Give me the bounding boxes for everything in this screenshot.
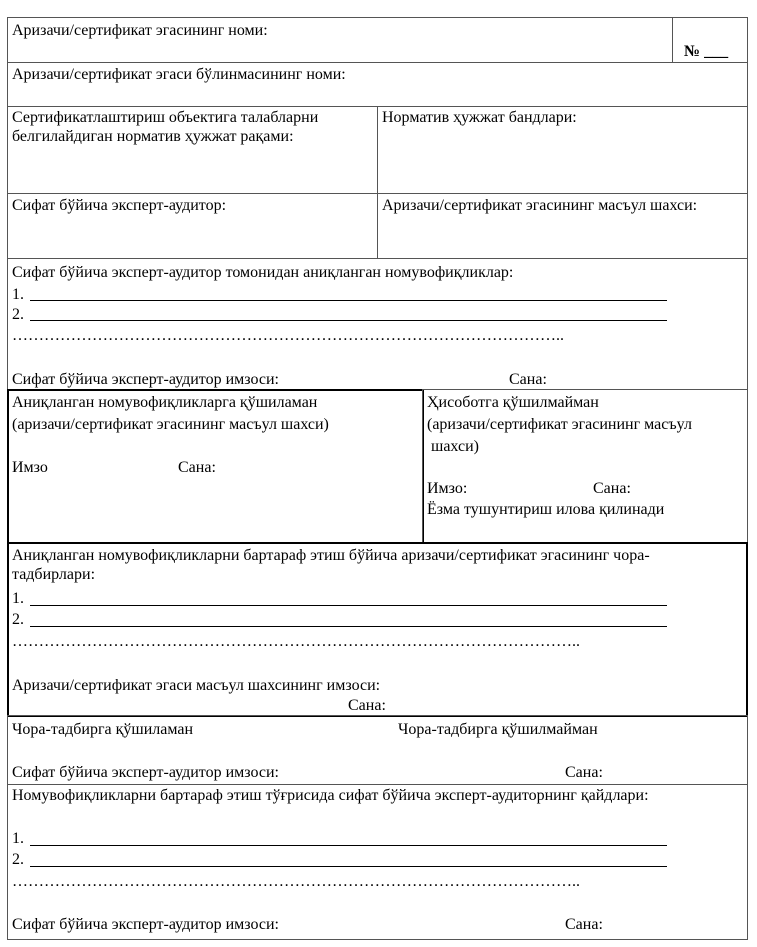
disagree-line-1: Ҳисоботга қўшилмайман bbox=[427, 394, 599, 411]
auditor-date-label: Сана: bbox=[509, 371, 547, 388]
agree-line-2: (аризачи/сертификат эгасининг масъул шахси) bbox=[12, 416, 329, 433]
measure-item-1: 1. bbox=[12, 590, 24, 607]
nonconformity-item-1: 1. bbox=[12, 286, 24, 303]
auditor-signature-label: Сифат бўйича эксперт-аудитор имзоси: bbox=[12, 371, 279, 388]
disagree-signature-label: Имзо: bbox=[427, 480, 468, 497]
agree-signature-label: Имзо bbox=[12, 459, 48, 476]
auditor-date-label-2: Сана: bbox=[565, 764, 603, 781]
disagree-report-cell bbox=[422, 389, 748, 544]
responsible-person-label: Аризачи/сертификат эгасининг масъул шахси: bbox=[382, 197, 698, 214]
form-number-label: № ___ bbox=[684, 43, 729, 60]
nonconformity-item-2: 2. bbox=[12, 306, 24, 323]
note-line-1 bbox=[30, 845, 667, 846]
nonconformity-dots: ………………………………………………………………………………………….. bbox=[12, 327, 564, 344]
applicant-name-label: Аризачи/сертификат эгасининг номи: bbox=[12, 22, 268, 39]
measure-line-2 bbox=[30, 626, 667, 627]
agree-date-label: Сана: bbox=[178, 459, 216, 476]
disagree-date-label: Сана: bbox=[593, 480, 631, 497]
note-dots: …………………………………………………………………………………………….. bbox=[12, 873, 580, 890]
written-explanation-label: Ёзма тушунтириш илова қилинади bbox=[427, 501, 665, 518]
nonconformity-line-2 bbox=[30, 320, 667, 321]
agree-measures-label: Чора-тадбирга қўшиламан bbox=[12, 721, 194, 738]
responsible-date-label: Сана: bbox=[348, 697, 386, 714]
note-item-2: 2. bbox=[12, 851, 24, 868]
measure-item-2: 2. bbox=[12, 611, 24, 628]
division-name-label: Аризачи/сертификат эгаси бўлинмасининг номи: bbox=[12, 66, 346, 83]
agree-line-1: Аниқланган номувофиқликларга қўшиламан bbox=[12, 394, 318, 411]
auditor-signature-label-3: Сифат бўйича эксперт-аудитор имзоси: bbox=[12, 916, 279, 933]
corrective-measures-label: Аниқланган номувофиқликларни бартараф этиш бўйича аризачи/сертификат эгасининг чора-тадбирлари: bbox=[12, 547, 650, 583]
disagree-line-3: шахси) bbox=[431, 438, 479, 455]
nonconformities-label: Сифат бўйича эксперт-аудитор томонидан аниқланган номувофиқликлар: bbox=[12, 264, 514, 281]
note-line-2 bbox=[30, 866, 667, 867]
auditor-signature-label-2: Сифат бўйича эксперт-аудитор имзоси: bbox=[12, 764, 279, 781]
note-item-1: 1. bbox=[12, 830, 24, 847]
auditor-date-label-3: Сана: bbox=[565, 916, 603, 933]
disagree-line-2: (аризачи/сертификат эгасининг масъул bbox=[427, 416, 692, 433]
measure-line-1 bbox=[30, 605, 667, 606]
responsible-signature-label: Аризачи/сертификат эгаси масъул шахсининг имзоси: bbox=[12, 677, 381, 694]
expert-auditor-label: Сифат бўйича эксперт-аудитор: bbox=[12, 197, 227, 214]
normative-doc-clauses-label: Норматив ҳужжат бандлари: bbox=[382, 109, 577, 126]
nonconformity-line-1 bbox=[30, 300, 667, 301]
normative-doc-number-label: Сертификатлаштириш объектига талабларни белгилайдиган норматив ҳужжат рақами: bbox=[12, 109, 319, 145]
disagree-measures-label: Чора-тадбирга қўшилмайман bbox=[398, 721, 598, 738]
measure-dots: …………………………………………………………………………………………….. bbox=[12, 633, 580, 650]
auditor-notes-label: Номувофиқликларни бартараф этиш тўғрисида сифат бўйича эксперт-аудиторнинг қайдлари: bbox=[12, 787, 649, 804]
